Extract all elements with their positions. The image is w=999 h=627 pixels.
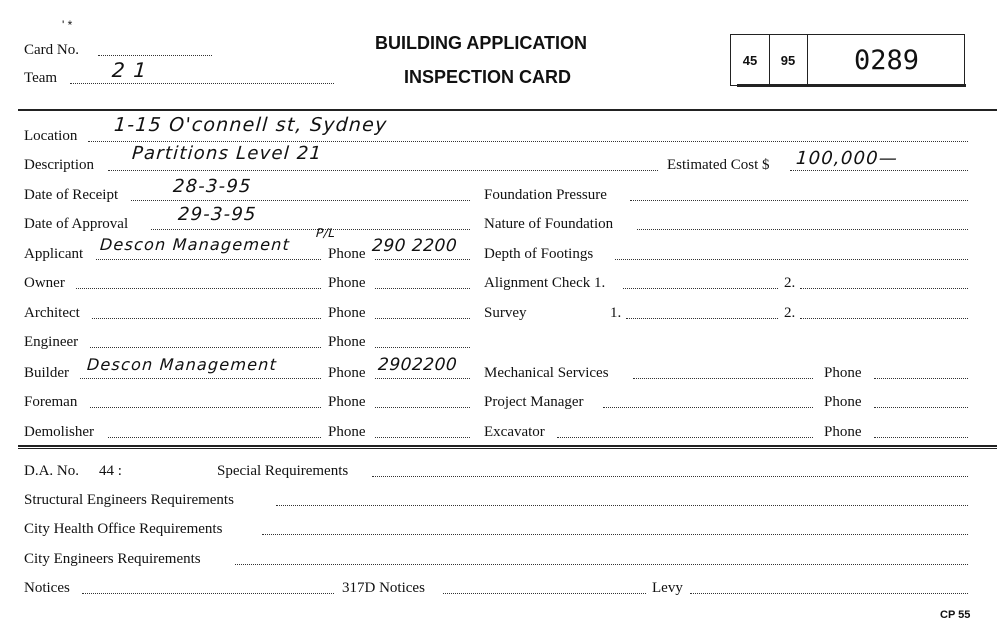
architect-phone-field[interactable]	[375, 318, 470, 319]
engineer-label: Engineer	[24, 334, 79, 350]
alignment-check-2-label: 2.	[784, 275, 796, 291]
bottom-divider	[18, 445, 997, 447]
foundation-pressure-label: Foundation Pressure	[484, 187, 607, 203]
levy-field[interactable]	[690, 593, 968, 594]
applicant-phone-value: 290 2200	[371, 236, 458, 256]
structural-label: Structural Engineers Requirements	[24, 492, 234, 508]
city-engineers-field[interactable]	[235, 564, 968, 565]
alignment-check-1-field[interactable]	[623, 288, 778, 289]
description-label: Description	[24, 157, 94, 173]
description-field[interactable]	[108, 170, 658, 171]
applicant-note: P/L	[315, 226, 336, 240]
da-value: 44 :	[99, 463, 122, 479]
date-approval-field[interactable]	[151, 229, 470, 230]
builder-label: Builder	[24, 365, 69, 381]
location-label: Location	[24, 128, 78, 144]
builder-phone-value: 2902200	[377, 355, 458, 375]
applicant-phone-field[interactable]	[375, 259, 470, 260]
demolisher-field[interactable]	[108, 437, 321, 438]
survey-1-label: 1.	[610, 305, 622, 321]
survey-1-field[interactable]	[626, 318, 778, 319]
number-box-shadow	[737, 84, 966, 87]
mechanical-field[interactable]	[633, 378, 813, 379]
project-manager-field[interactable]	[603, 407, 813, 408]
levy-label: Levy	[652, 580, 683, 596]
demolisher-phone-field[interactable]	[375, 437, 470, 438]
notices-field[interactable]	[82, 593, 334, 594]
alignment-check-label: Alignment Check 1.	[484, 275, 606, 291]
foreman-phone-field[interactable]	[375, 407, 470, 408]
applicant-phone-label: Phone	[328, 246, 366, 262]
notices-317d-label: 317D Notices	[342, 580, 425, 596]
card-no-field[interactable]	[98, 55, 212, 56]
estimated-cost-value: 100,000—	[795, 148, 899, 169]
applicant-field[interactable]	[96, 259, 321, 260]
date-receipt-field[interactable]	[131, 200, 470, 201]
team-field[interactable]	[70, 83, 334, 84]
bottom-divider-inner	[18, 448, 997, 449]
foundation-pressure-field[interactable]	[630, 200, 968, 201]
foreman-phone-label: Phone	[328, 394, 366, 410]
demolisher-phone-label: Phone	[328, 424, 366, 440]
applicant-label: Applicant	[24, 246, 84, 262]
number-cell-2: 95	[769, 35, 808, 85]
owner-label: Owner	[24, 275, 65, 291]
date-receipt-value: 28-3-95	[172, 176, 253, 197]
excavator-phone-field[interactable]	[874, 437, 968, 438]
team-label: Team	[24, 70, 58, 86]
survey-2-label: 2.	[784, 305, 796, 321]
card-number: 0289	[853, 44, 920, 76]
health-label: City Health Office Requirements	[24, 521, 223, 537]
applicant-value: Descon Management	[99, 235, 291, 254]
excavator-phone-label: Phone	[824, 424, 862, 440]
da-label: D.A. No.	[24, 463, 79, 479]
engineer-phone-field[interactable]	[375, 347, 470, 348]
architect-phone-label: Phone	[328, 305, 366, 321]
nature-foundation-label: Nature of Foundation	[484, 216, 614, 232]
project-manager-label: Project Manager	[484, 394, 584, 410]
foreman-field[interactable]	[90, 407, 321, 408]
date-approval-value: 29-3-95	[177, 204, 258, 225]
top-marks: ' *	[62, 18, 73, 32]
structural-field[interactable]	[276, 505, 968, 506]
mechanical-phone-field[interactable]	[874, 378, 968, 379]
depth-footings-label: Depth of Footings	[484, 246, 594, 262]
nature-foundation-field[interactable]	[637, 229, 968, 230]
team-value: 2 1	[111, 58, 149, 82]
foreman-label: Foreman	[24, 394, 78, 410]
alignment-check-2-field[interactable]	[800, 288, 968, 289]
excavator-label: Excavator	[484, 424, 545, 440]
mechanical-label: Mechanical Services	[484, 365, 609, 381]
estimated-cost-label: Estimated Cost $	[667, 157, 770, 173]
depth-footings-field[interactable]	[615, 259, 968, 260]
top-divider	[18, 109, 997, 111]
builder-field[interactable]	[80, 378, 321, 379]
date-approval-label: Date of Approval	[24, 216, 129, 232]
builder-value: Descon Management	[86, 355, 278, 374]
card-number-box	[730, 34, 965, 86]
builder-phone-field[interactable]	[375, 378, 470, 379]
architect-label: Architect	[24, 305, 80, 321]
project-manager-phone-label: Phone	[824, 394, 862, 410]
notices-317d-field[interactable]	[443, 593, 646, 594]
owner-phone-label: Phone	[328, 275, 366, 291]
card-no-label: Card No.	[24, 42, 79, 58]
special-requirements-field[interactable]	[372, 476, 968, 477]
engineer-field[interactable]	[90, 347, 321, 348]
location-field[interactable]	[88, 141, 968, 142]
demolisher-label: Demolisher	[24, 424, 94, 440]
number-cell-1: 45	[731, 35, 770, 85]
owner-field[interactable]	[76, 288, 321, 289]
form-code: CP 55	[940, 609, 971, 621]
engineer-phone-label: Phone	[328, 334, 366, 350]
special-requirements-label: Special Requirements	[217, 463, 349, 479]
mechanical-phone-label: Phone	[824, 365, 862, 381]
survey-2-field[interactable]	[800, 318, 968, 319]
health-field[interactable]	[262, 534, 968, 535]
notices-label: Notices	[24, 580, 70, 596]
estimated-cost-field[interactable]	[790, 170, 968, 171]
builder-phone-label: Phone	[328, 365, 366, 381]
date-receipt-label: Date of Receipt	[24, 187, 119, 203]
description-value: Partitions Level 21	[131, 143, 323, 164]
project-manager-phone-field[interactable]	[874, 407, 968, 408]
survey-label: Survey	[484, 305, 527, 321]
architect-field[interactable]	[92, 318, 321, 319]
location-value: 1-15 O'connell st, Sydney	[113, 114, 389, 136]
owner-phone-field[interactable]	[375, 288, 470, 289]
excavator-field[interactable]	[557, 437, 813, 438]
city-engineers-label: City Engineers Requirements	[24, 551, 201, 567]
title-line-2: INSPECTION CARD	[404, 67, 572, 87]
title-line-1: BUILDING APPLICATION	[375, 33, 587, 53]
